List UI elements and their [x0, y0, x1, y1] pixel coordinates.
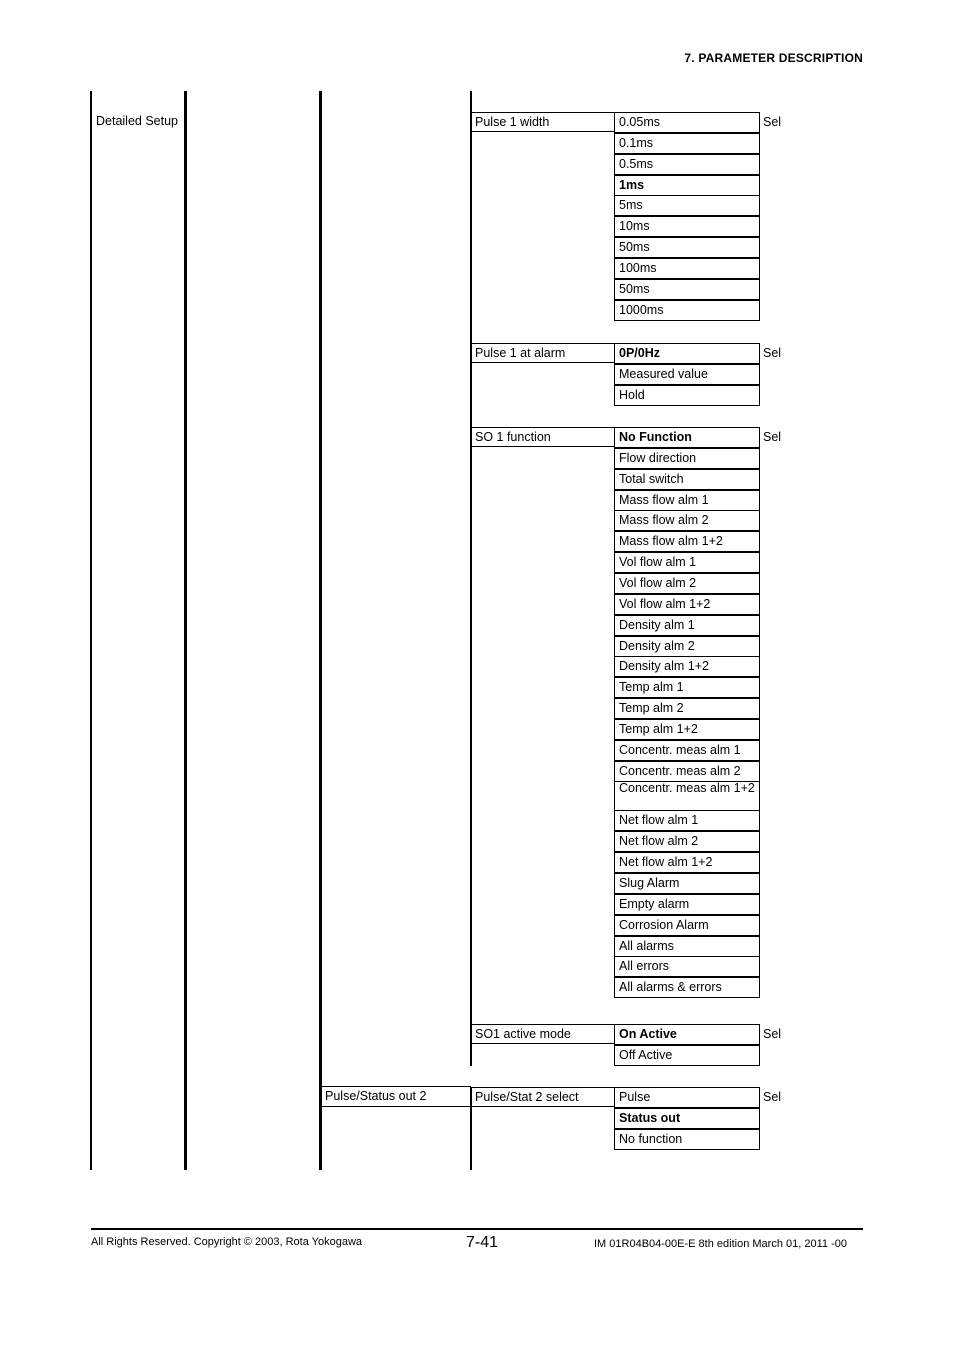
option-item: 0.5ms: [614, 154, 760, 175]
section-header: 7. PARAMETER DESCRIPTION: [684, 51, 863, 65]
option-item: Temp alm 1+2: [614, 719, 760, 740]
footer-rule: [91, 1228, 863, 1230]
option-item: Pulse: [614, 1087, 760, 1108]
option-item: Concentr. meas alm 1+2: [614, 781, 760, 811]
option-item: Temp alm 1: [614, 677, 760, 698]
option-item: Off Active: [614, 1045, 760, 1066]
document-id: IM 01R04B04-00E-E 8th edition March 01, 2011 -00: [594, 1238, 847, 1250]
param-label: Pulse 1 at alarm: [471, 343, 615, 363]
tree-line-4a: [470, 91, 472, 1066]
option-item: Status out: [614, 1108, 760, 1129]
option-item: All alarms: [614, 936, 760, 957]
option-item: All alarms & errors: [614, 977, 760, 998]
option-item: Vol flow alm 1: [614, 552, 760, 573]
option-item: No function: [614, 1129, 760, 1150]
copyright: All Rights Reserved. Copyright © 2003, Rota Yokogawa: [91, 1236, 363, 1248]
option-item: 1000ms: [614, 300, 760, 321]
page-number: 7-41: [466, 1234, 499, 1251]
option-item: 1ms: [614, 175, 760, 196]
option-item: Net flow alm 1+2: [614, 852, 760, 873]
access-sel: Sel: [763, 1027, 782, 1041]
option-item: Mass flow alm 1: [614, 490, 760, 511]
menu-label: Detailed Setup: [96, 114, 179, 128]
option-item: Slug Alarm: [614, 873, 760, 894]
option-item: 50ms: [614, 237, 760, 258]
access-sel: Sel: [763, 115, 782, 129]
option-item: Mass flow alm 2: [614, 510, 760, 531]
param-label: SO 1 function: [471, 427, 615, 447]
option-item: Measured value: [614, 364, 760, 385]
option-item: Temp alm 2: [614, 698, 760, 719]
option-item: 5ms: [614, 195, 760, 216]
option-item: Net flow alm 2: [614, 831, 760, 852]
option-item: Empty alarm: [614, 894, 760, 915]
option-item: Density alm 1: [614, 615, 760, 636]
option-item: 50ms: [614, 279, 760, 300]
param-label: Pulse 1 width: [471, 112, 615, 132]
option-item: On Active: [614, 1024, 760, 1045]
option-item: No Function: [614, 427, 760, 448]
tree-line-3: [319, 91, 322, 1170]
group-pulse-status-out-2: Pulse/Status out 2: [321, 1086, 471, 1107]
access-sel: Sel: [763, 430, 782, 444]
option-item: 10ms: [614, 216, 760, 237]
option-item: Total switch: [614, 469, 760, 490]
access-sel: Sel: [763, 1090, 782, 1104]
option-item: Density alm 2: [614, 636, 760, 657]
option-item: Concentr. meas alm 2: [614, 761, 760, 782]
option-item: 0P/0Hz: [614, 343, 760, 364]
access-sel: Sel: [763, 346, 782, 360]
option-item: Density alm 1+2: [614, 656, 760, 677]
option-item: All errors: [614, 956, 760, 977]
option-item: Vol flow alm 2: [614, 573, 760, 594]
option-item: Net flow alm 1: [614, 810, 760, 831]
param-label: Pulse/Stat 2 select: [471, 1087, 615, 1107]
tree-line-2: [184, 91, 187, 1170]
option-item: Corrosion Alarm: [614, 915, 760, 936]
param-label: SO1 active mode: [471, 1024, 615, 1044]
option-item: Vol flow alm 1+2: [614, 594, 760, 615]
option-item: 100ms: [614, 258, 760, 279]
option-item: 0.05ms: [614, 112, 760, 133]
option-item: Flow direction: [614, 448, 760, 469]
option-item: 0.1ms: [614, 133, 760, 154]
option-item: Mass flow alm 1+2: [614, 531, 760, 552]
option-item: Hold: [614, 385, 760, 406]
option-item: Concentr. meas alm 1: [614, 740, 760, 761]
tree-line-1: [90, 91, 92, 1170]
